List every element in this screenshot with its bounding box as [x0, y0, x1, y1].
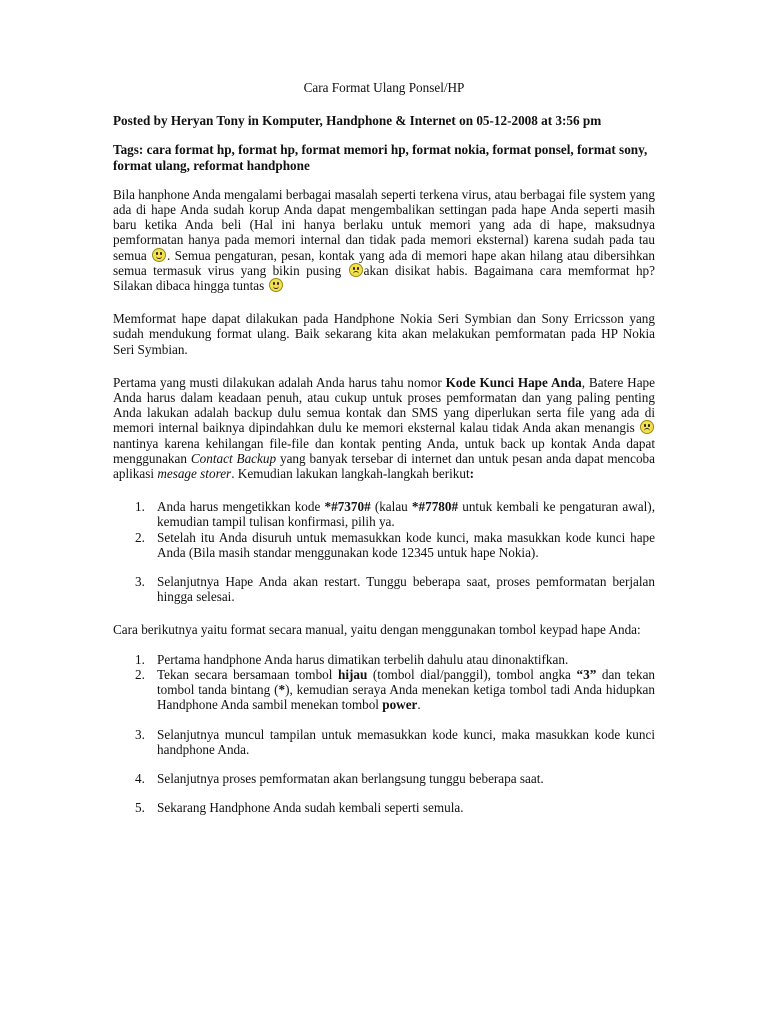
- list-item-text: .: [417, 697, 421, 713]
- prep-text-f: yang banyak tersebar di internet dan untuk pesan anda dapat mencoba aplikasi: [113, 450, 656, 482]
- list-item: [113, 652, 655, 667]
- list-item: [113, 530, 655, 560]
- paragraph-devices: Memformat hape dapat dilakukan pada Handphone Nokia Seri Symbian dan Sony Erricsson yang sudah mendukung format ulang. Baik sekarang kita akan melakukan pemformatan pada HP Nokia Seri Symbian.: [113, 311, 655, 357]
- document-page: [113, 80, 655, 829]
- paragraph-intro: [113, 187, 655, 293]
- prep-text-d: nantinya karena kehilangan file-file dan kontak penting Anda, untuk back up kontak Anda dapat menggunakan: [113, 435, 655, 466]
- list-item-number: 5.: [135, 800, 145, 816]
- list-item-text: Selanjutnya Hape Anda akan restart. Tunggu beberapa saat, proses pemformatan berjalan hingga selesai.: [157, 574, 655, 605]
- list-item-text: untuk kembali ke pengaturan awal), kemudian tampil tulisan konfirmasi, pilih ya.: [157, 499, 655, 530]
- list-item-text: Selanjutnya proses pemformatan akan berlangsung tunggu beberapa saat.: [157, 770, 544, 786]
- sad-face-icon: [640, 420, 654, 434]
- list-item: [113, 800, 655, 815]
- prep-key-code: Kode Kunci Hape Anda: [445, 374, 582, 390]
- list-item-number: 1.: [135, 651, 145, 667]
- intro-text-a: Bila hanphone Anda mengalami berbagai masalah seperti terkena virus, atau berbagai file system yang ada di hape Anda sudah korup Anda dapat mengembalikan settingan pada hape Anda seperti masih baru ketika Anda beli (Hal ini hanya berlaku untuk memori yang ada di hape, maksudnya pemformatan hanya pada memori internal dan tidak pada memori eksternal) karena sudah pada tau semua: [113, 186, 655, 263]
- list-item-number: 4.: [135, 770, 145, 786]
- green-key: hijau: [338, 666, 368, 682]
- smiley-icon: [152, 248, 166, 262]
- list-item-number: 2.: [135, 529, 145, 545]
- prep-text-a: Pertama yang musti dilakukan adalah Anda harus tahu nomor: [113, 374, 442, 390]
- list-item-number: 1.: [135, 499, 145, 515]
- list-item: [113, 771, 655, 786]
- paragraph-preparation: [113, 375, 655, 481]
- list-item-number: 3.: [135, 574, 145, 590]
- power-key: power: [382, 697, 418, 713]
- post-tags: Tags: cara format hp, format hp, format memori hp, format nokia, format ponsel, format sony, format ulang, reformat handphone: [113, 142, 648, 173]
- list-item-text: Sekarang Handphone Anda sudah kembali seperti semula.: [157, 800, 464, 816]
- star-key: *: [278, 682, 286, 698]
- post-meta: Posted by Heryan Tony in Komputer, Handphone & Internet on 05-12-2008 at 3:56 pm: [113, 113, 602, 129]
- list-item-text: (tombol dial/panggil), tombol angka: [372, 666, 571, 682]
- list-item-text: (kalau: [374, 499, 408, 515]
- intro-text-c: akan disikat habis. Bagaimana cara memformat hp? Silakan dibaca hingga tuntas: [113, 262, 655, 294]
- prep-contact-backup: Contact Backup: [190, 450, 277, 466]
- list-item: [113, 667, 655, 713]
- list-item-text: Tekan secara bersamaan tombol: [157, 666, 333, 682]
- page-title: Cara Format Ulang Ponsel/HP: [303, 80, 465, 95]
- list-item-text: Pertama handphone Anda harus dimatikan terbelih dahulu atau dinonaktifkan.: [157, 651, 569, 667]
- intro-text-b: . Semua pengaturan, pesan, kontak yang ada di memori hape akan hilang atau dibersihkan semua termasuk virus yang bikin pusing: [113, 247, 655, 278]
- list-item-text: Anda harus mengetikkan kode: [157, 499, 321, 515]
- smiley-icon: [269, 278, 283, 292]
- list-item-number: 3.: [135, 726, 145, 742]
- steps-list-code: [113, 499, 655, 604]
- sad-face-icon: [349, 263, 363, 277]
- key-three: “3”: [576, 666, 597, 682]
- prep-mesage-storer: mesage storer: [157, 466, 232, 482]
- list-item: [113, 727, 655, 757]
- list-item-text: Selanjutnya muncul tampilan untuk memasukkan kode kunci, maka masukkan kode kunci handphone Anda.: [157, 726, 655, 757]
- list-item: [113, 574, 655, 604]
- prep-text-h: . Kemudian lakukan langkah-langkah berikut: [231, 466, 470, 482]
- paragraph-manual: Cara berikutnya yaitu format secara manual, yaitu dengan menggunakan tombol keypad hape Anda:: [113, 622, 641, 638]
- list-item: [113, 499, 655, 529]
- factory-code: *#7780#: [411, 499, 459, 515]
- steps-list-manual: [113, 652, 655, 816]
- reset-code: *#7370#: [324, 499, 371, 515]
- list-item-text: ), kemudian seraya Anda menekan ketiga tombol tadi Anda hidupkan Handphone Anda sambil menekan tombol: [157, 682, 655, 713]
- list-item-number: 2.: [135, 666, 145, 682]
- prep-text-c: , Batere Hape Anda harus dalam keadaan penuh, atau cukup untuk proses pemformatan dan yang paling penting Anda lakukan adalah backup dulu semua kontak dan SMS yang diperlukan serta file yang ada di memori internal baiknya dipindahkan dulu ke memori eksternal kalau tidak Anda akan menangis: [113, 374, 655, 436]
- list-item-text: Setelah itu Anda disuruh untuk memasukkan kode kunci, maka masukkan kode kunci hape Anda (Bila masih standar menggunakan kode 12345 untuk hape Nokia).: [157, 529, 655, 560]
- list-item-text: dan tekan tombol tanda bintang (: [157, 666, 656, 698]
- prep-colon: :: [469, 466, 475, 482]
